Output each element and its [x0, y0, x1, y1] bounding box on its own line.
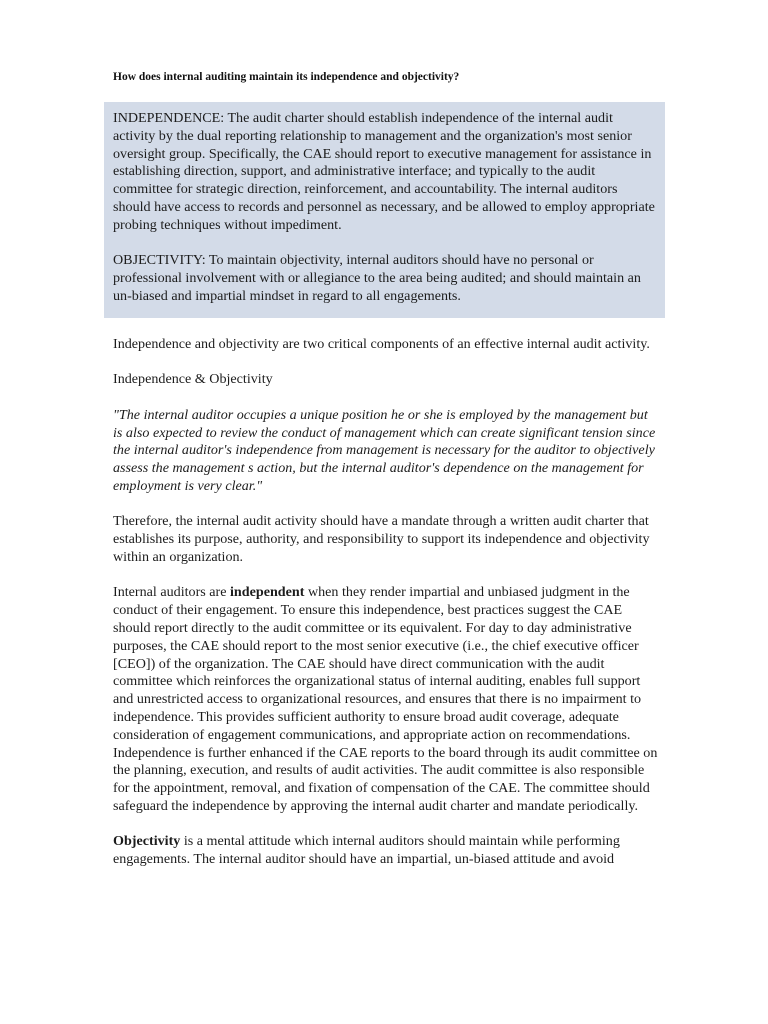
independent-paragraph — [113, 584, 658, 815]
question-heading: How does internal auditing maintain its independence and objectivity? — [113, 71, 460, 83]
objectivity-definition: OBJECTIVITY: To maintain objectivity, internal auditors should have no personal or professional involvement with or allegiance to the area being audited; and should maintain an un-biased and impartial mindset in regard to all engagements. — [113, 252, 641, 304]
independent-lead: Internal auditors are — [113, 584, 231, 601]
objectivity-rest: is a mental attitude which internal auditors should maintain while performing engagements. The internal auditor should have an impartial, un-biased attitude and avoid — [113, 833, 620, 868]
independent-rest: when they render impartial and unbiased judgment in the conduct of their engagement. To ensure this independence, best practices suggest the CAE should report directly to the audit committee or its equivalent. For day to day administrative purposes, the CAE should report to the most senior executive (i.e., the chief executive officer [CEO]) of the organization. The CAE should have direct communication with the audit committee which reinforces the organizational status of internal auditing, enables full support and unrestricted access to organizational resources, and ensures that there is no impairment to independence. This provides sufficient authority to ensure broad audit coverage, adequate consideration of engagement communications, and appropriate action on recommendations. Independence is further enhanced if the CAE reports to the board through its audit committee on the planning, execution, and results of audit activities. The audit committee is also responsible for the appointment, removal, and fixation of compensation of the CAE. The committee should safeguard the independence by approving the internal audit charter and mandate periodically. — [113, 584, 658, 814]
independent-term: independent — [230, 584, 305, 601]
intro-paragraph: Independence and objectivity are two critical components of an effective internal audit activity. — [113, 336, 650, 352]
charter-paragraph: Therefore, the internal audit activity should have a mandate through a written audit charter that establishes its purpose, authority, and responsibility to support its independence and objectivity within an organization. — [113, 513, 650, 565]
objectivity-term: Objectivity — [113, 833, 181, 850]
objectivity-paragraph — [113, 833, 658, 869]
section-heading: Independence & Objectivity — [113, 371, 273, 388]
body-text — [113, 336, 658, 886]
quote-paragraph: "The internal auditor occupies a unique position he or she is employed by the management but is also expected to review the conduct of management which can create significant tension since the internal auditor's independence from management is necessary for the auditor to objectively assess the management s action, but the internal auditor's dependence on the management for employment is very clear." — [113, 406, 656, 494]
independence-definition: INDEPENDENCE: The audit charter should establish independence of the internal audit activity by the dual reporting relationship to management and the organization's most senior oversight group. Specifically, the CAE should report to executive management for assistance in establishing direction, support, and administrative interface; and typically to the audit committee for strategic direction, reinforcement, and accountability. The internal auditors should have access to records and personnel as necessary, and be allowed to employ appropriate probing techniques without impediment. — [113, 110, 655, 233]
definition-box — [104, 102, 665, 318]
